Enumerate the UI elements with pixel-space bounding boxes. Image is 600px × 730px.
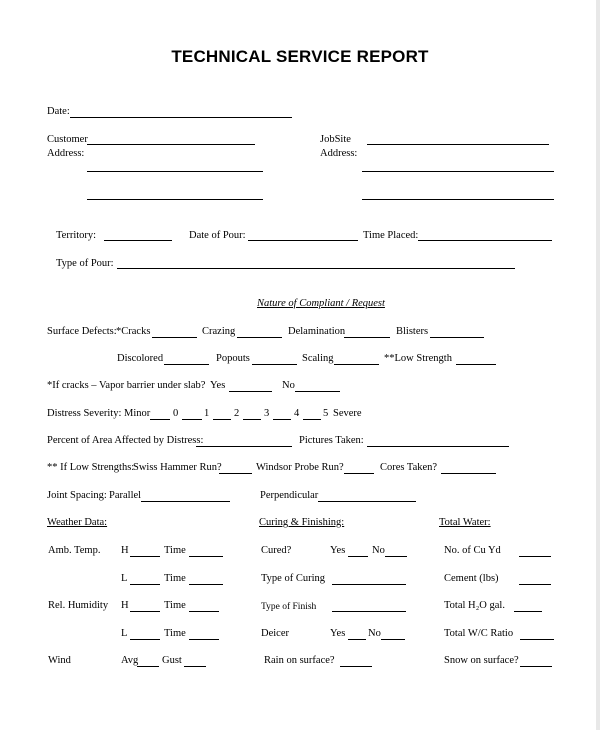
wind-avg-label: Avg xyxy=(121,655,139,666)
rel-humidity-l-time-field[interactable] xyxy=(189,639,219,640)
rain-on-surface-label: Rain on surface? xyxy=(264,655,335,666)
severity-3-label: 3 xyxy=(264,408,270,419)
customer-label: Customer xyxy=(47,134,88,145)
curing-finishing-heading: Curing & Finishing: xyxy=(259,517,345,528)
cured-yes-label: Yes xyxy=(330,545,346,556)
cu-yd-label: No. of Cu Yd xyxy=(444,545,501,556)
severity-4-field[interactable] xyxy=(273,419,291,420)
total-h2o-field[interactable] xyxy=(514,611,542,612)
type-of-finish-label: Type of Finish xyxy=(261,602,317,612)
cured-no-label: No xyxy=(372,545,385,556)
cement-field[interactable] xyxy=(519,584,551,585)
blisters-field[interactable] xyxy=(430,337,484,338)
amb-temp-label: Amb. Temp. xyxy=(48,545,101,556)
wind-label: Wind xyxy=(48,655,71,666)
perpendicular-field[interactable] xyxy=(318,501,416,502)
total-h2o-label: Total H₂O gal. xyxy=(444,600,505,611)
cores-taken-field[interactable] xyxy=(441,473,496,474)
vapor-no-field[interactable] xyxy=(295,391,340,392)
amb-temp-h-label: H xyxy=(121,545,129,556)
minor-label: Minor xyxy=(124,408,151,419)
wc-ratio-field[interactable] xyxy=(520,639,554,640)
deicer-no-field[interactable] xyxy=(381,639,405,640)
severity-2-field[interactable] xyxy=(213,419,231,420)
low-strength-label: **Low Strength xyxy=(384,353,452,364)
swiss-hammer-label: Swiss Hammer Run? xyxy=(133,462,222,473)
cracks-label: *Cracks xyxy=(116,326,151,337)
discolored-field[interactable] xyxy=(164,364,209,365)
rel-humidity-l-field[interactable] xyxy=(130,639,160,640)
crazing-field[interactable] xyxy=(237,337,282,338)
severe-label: Severe xyxy=(333,408,362,419)
rel-humidity-h-field[interactable] xyxy=(130,611,160,612)
territory-field[interactable] xyxy=(104,240,172,241)
date-of-pour-field[interactable] xyxy=(248,240,358,241)
cured-no-field[interactable] xyxy=(385,556,407,557)
wind-gust-label: Gust xyxy=(162,655,182,666)
severity-4-label: 4 xyxy=(294,408,300,419)
rel-humidity-h-time-field[interactable] xyxy=(189,611,219,612)
rel-humidity-h-time-label: Time xyxy=(164,600,186,611)
total-water-heading: Total Water: xyxy=(439,517,491,528)
perpendicular-label: Perpendicular xyxy=(260,490,319,501)
amb-temp-h-field[interactable] xyxy=(130,556,160,557)
low-strengths-label: ** If Low Strengths: xyxy=(47,462,135,473)
rel-humidity-l-label: L xyxy=(121,628,128,639)
severity-5-label: 5 xyxy=(323,408,329,419)
deicer-yes-label: Yes xyxy=(330,628,346,639)
scaling-label: Scaling xyxy=(302,353,334,364)
surface-defects-label: Surface Defects: xyxy=(47,326,117,337)
cores-taken-label: Cores Taken? xyxy=(380,462,438,473)
customer-address-field-2[interactable] xyxy=(87,199,263,200)
type-of-curing-field[interactable] xyxy=(332,584,406,585)
page-title: TECHNICAL SERVICE REPORT xyxy=(171,47,429,66)
customer-field[interactable] xyxy=(87,144,255,145)
vapor-no-label: No xyxy=(282,380,295,391)
amb-temp-l-label: L xyxy=(121,573,128,584)
cu-yd-field[interactable] xyxy=(519,556,551,557)
scaling-field[interactable] xyxy=(334,364,379,365)
popouts-label: Popouts xyxy=(216,353,250,364)
page-edge-shadow xyxy=(596,0,600,730)
crazing-label: Crazing xyxy=(202,326,236,337)
jobsite-address-field-1[interactable] xyxy=(362,171,554,172)
jobsite-address-field-2[interactable] xyxy=(362,199,554,200)
joint-spacing-label: Joint Spacing: xyxy=(47,490,107,501)
cured-label: Cured? xyxy=(261,545,292,556)
blisters-label: Blisters xyxy=(396,326,429,337)
severity-2-label: 2 xyxy=(234,408,240,419)
date-field[interactable] xyxy=(70,117,292,118)
snow-on-surface-field[interactable] xyxy=(520,666,552,667)
popouts-field[interactable] xyxy=(252,364,297,365)
jobsite-label: JobSite xyxy=(320,134,351,145)
snow-on-surface-label: Snow on surface? xyxy=(444,655,519,666)
time-placed-field[interactable] xyxy=(418,240,552,241)
jobsite-address-label: Address: xyxy=(320,148,358,159)
severity-1-label: 1 xyxy=(204,408,210,419)
discolored-label: Discolored xyxy=(117,353,164,364)
severity-0-label: 0 xyxy=(173,408,179,419)
low-strength-field[interactable] xyxy=(456,364,496,365)
address-label: Address: xyxy=(47,148,85,159)
cured-yes-field[interactable] xyxy=(348,556,368,557)
amb-temp-h-time-field[interactable] xyxy=(189,556,223,557)
wind-avg-field[interactable] xyxy=(137,666,159,667)
vapor-barrier-question: *If cracks – Vapor barrier under slab? xyxy=(47,380,206,391)
amb-temp-l-time-field[interactable] xyxy=(189,584,223,585)
severity-1-field[interactable] xyxy=(182,419,202,420)
type-of-curing-label: Type of Curing xyxy=(261,573,326,584)
pictures-taken-label: Pictures Taken: xyxy=(299,435,364,446)
vapor-yes-field[interactable] xyxy=(229,391,272,392)
vapor-yes-label: Yes xyxy=(210,380,226,391)
percent-area-field[interactable] xyxy=(196,446,292,447)
type-of-pour-field[interactable] xyxy=(117,268,515,269)
wc-ratio-label: Total W/C Ratio xyxy=(444,628,514,639)
rain-on-surface-field[interactable] xyxy=(340,666,372,667)
severity-0-field[interactable] xyxy=(150,419,170,420)
type-of-finish-field[interactable] xyxy=(332,611,406,612)
jobsite-field[interactable] xyxy=(367,144,549,145)
rel-humidity-h-label: H xyxy=(121,600,129,611)
severity-5-field[interactable] xyxy=(303,419,321,420)
windsor-probe-field[interactable] xyxy=(344,473,374,474)
swiss-hammer-field[interactable] xyxy=(219,473,252,474)
cement-label: Cement (lbs) xyxy=(444,573,499,584)
wind-gust-field[interactable] xyxy=(184,666,206,667)
amb-temp-l-time-label: Time xyxy=(164,573,186,584)
date-of-pour-label: Date of Pour: xyxy=(189,230,246,241)
parallel-label: Parallel xyxy=(109,490,142,501)
deicer-label: Deicer xyxy=(261,628,289,639)
deicer-yes-field[interactable] xyxy=(348,639,366,640)
type-of-pour-label: Type of Pour: xyxy=(56,258,114,269)
nature-heading: Nature of Compliant / Request xyxy=(257,298,385,309)
territory-label: Territory: xyxy=(56,230,97,241)
delamination-field[interactable] xyxy=(344,337,390,338)
date-label: Date: xyxy=(47,106,70,117)
windsor-probe-label: Windsor Probe Run? xyxy=(256,462,344,473)
parallel-field[interactable] xyxy=(141,501,230,502)
cracks-field[interactable] xyxy=(152,337,197,338)
amb-temp-h-time-label: Time xyxy=(164,545,186,556)
amb-temp-l-field[interactable] xyxy=(130,584,160,585)
rel-humidity-label: Rel. Humidity xyxy=(48,600,109,611)
time-placed-label: Time Placed: xyxy=(363,230,419,241)
pictures-taken-field[interactable] xyxy=(367,446,509,447)
weather-data-heading: Weather Data: xyxy=(47,517,108,528)
customer-address-field-1[interactable] xyxy=(87,171,263,172)
distress-severity-label: Distress Severity: xyxy=(47,408,122,419)
delamination-label: Delamination xyxy=(288,326,346,337)
severity-3-field[interactable] xyxy=(243,419,261,420)
percent-area-label: Percent of Area Affected by Distress: xyxy=(47,435,204,446)
rel-humidity-l-time-label: Time xyxy=(164,628,186,639)
deicer-no-label: No xyxy=(368,628,381,639)
